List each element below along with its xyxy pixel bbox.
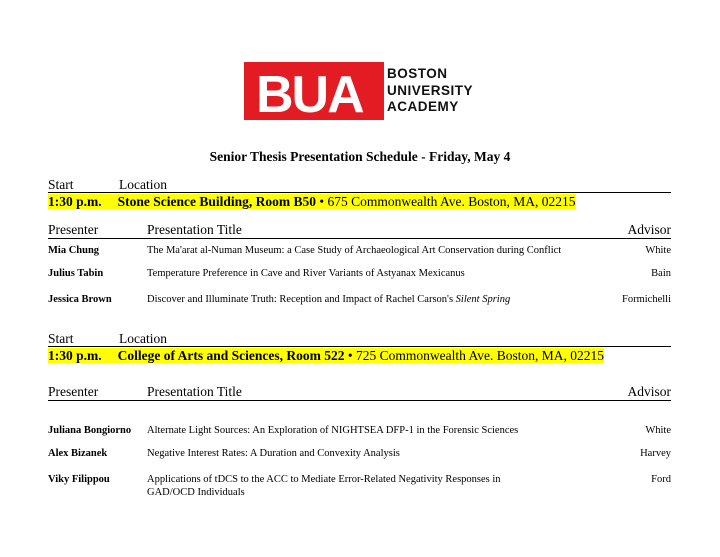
session-2-address: 725 Commonwealth Ave. Boston, MA, 02215 [355, 348, 604, 363]
title-column-header: Presentation Title [147, 384, 242, 399]
advisor-name: Bain [651, 268, 671, 279]
session-1-location [48, 193, 671, 210]
presenter-name: Julius Tabin [48, 268, 104, 279]
session-2 [48, 331, 671, 364]
presenter-name: Juliana Bongiorno [48, 425, 132, 436]
presentation-title: Applications of tDCS to the ACC to Mediate Error-Related Negativity Responses in [147, 474, 501, 485]
logo-line-university: UNIVERSITY [387, 82, 474, 98]
session-1-time: 1:30 p.m. [48, 194, 102, 209]
session-1-location-highlight [48, 194, 576, 209]
presentation-title-text: Discover and Illuminate Truth: Reception and Impact of Rachel Carson's [147, 294, 456, 305]
advisor-column-header: Advisor [627, 222, 671, 237]
session-1-columns [48, 222, 671, 239]
presenter-name: Alex Bizanek [48, 448, 108, 459]
session-2-header [48, 331, 671, 347]
session-1-address: 675 Commonwealth Ave. Boston, MA, 02215 [327, 194, 576, 209]
location-label: Location [119, 331, 167, 346]
session-1 [48, 177, 671, 210]
location-label: Location [119, 177, 167, 192]
bullet: • [319, 194, 325, 209]
advisor-name: Ford [651, 474, 671, 485]
session-2-location [48, 347, 671, 364]
start-label: Start [48, 177, 74, 192]
session-1-building: Stone Science Building, Room B50 [117, 194, 317, 209]
presentation-title: The Ma'arat al-Numan Museum: a Case Study of Archaeological Art Conservation during Conflict [147, 245, 562, 256]
presentation-title: Alternate Light Sources: An Exploration of NIGHTSEA DFP-1 in the Forensic Sciences [147, 425, 519, 436]
session-1-header [48, 177, 671, 193]
session-2-time: 1:30 p.m. [48, 348, 102, 363]
presenter-column-header: Presenter [48, 222, 99, 237]
advisor-name: Formichelli [622, 294, 671, 305]
presentation-title [147, 293, 510, 306]
start-label: Start [48, 331, 74, 346]
bua-logo [244, 62, 480, 120]
session-2-building: College of Arts and Sciences, Room 522 [117, 348, 345, 363]
title-column-header: Presentation Title [147, 222, 242, 237]
presenter-name: Viky Filippou [48, 474, 110, 485]
presentation-title: Negative Interest Rates: A Duration and Convexity Analysis [147, 448, 400, 459]
presenter-name: Mia Chung [48, 245, 100, 256]
advisor-name: White [645, 425, 671, 436]
bullet: • [347, 348, 353, 363]
presentation-title-italic: Silent Spring [455, 294, 511, 305]
session-2-columns [48, 384, 671, 401]
presentation-title: Temperature Preference in Cave and River Variants of Astyanax Mexicanus [147, 268, 465, 279]
advisor-name: White [645, 245, 671, 256]
presenter-name: Jessica Brown [48, 294, 112, 305]
session-2-location-highlight [48, 348, 604, 363]
advisor-column-header: Advisor [627, 384, 671, 399]
presentation-title-line-2: GAD/OCD Individuals [147, 487, 245, 498]
bua-logo-letters: BUA [256, 66, 363, 120]
bua-logo-mark [244, 62, 384, 120]
advisor-name: Harvey [640, 448, 671, 459]
bua-logo-wordmark [387, 66, 473, 116]
logo-line-boston: BOSTON [387, 66, 448, 81]
page-title: Senior Thesis Presentation Schedule - Friday, May 4 [209, 149, 511, 164]
presenter-column-header: Presenter [48, 384, 99, 399]
logo-line-academy: ACADEMY [387, 99, 459, 114]
